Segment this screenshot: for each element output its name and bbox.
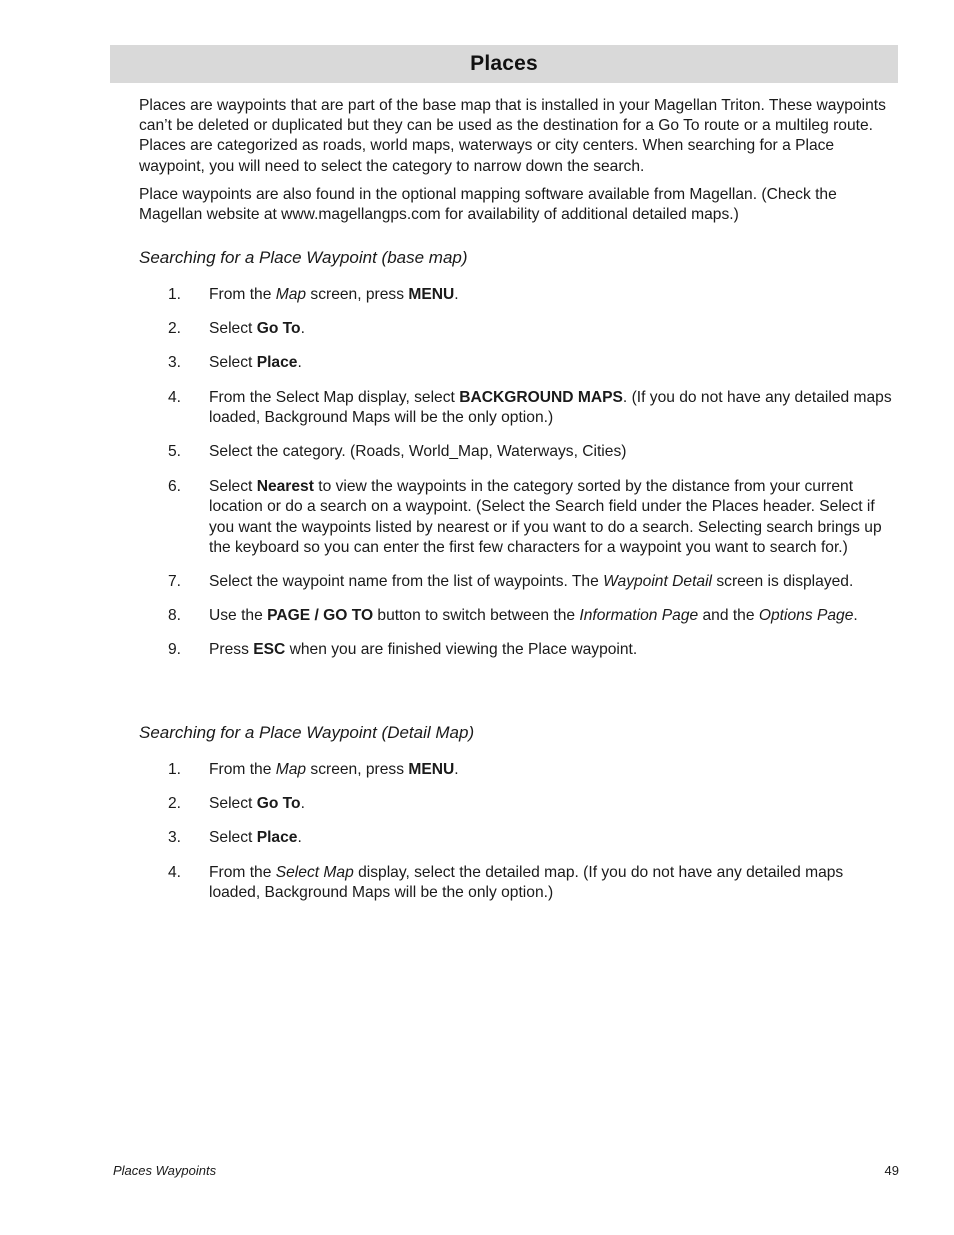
list-item (139, 319, 895, 339)
step-number: 3. (168, 354, 182, 372)
step-text: Press (209, 641, 254, 659)
list-item (139, 353, 895, 373)
step-text: . (300, 795, 305, 813)
step-text: Select (209, 478, 257, 496)
list-item (139, 572, 895, 592)
step-text: . (853, 607, 858, 625)
bold-term: Nearest (256, 478, 314, 496)
step-text: screen is displayed. (712, 573, 854, 591)
step-number: 1. (168, 286, 182, 303)
step-text: . (If you do not have any detailed maps loaded, Background Maps will be the only option.) (209, 388, 892, 426)
step-text: . (297, 829, 302, 847)
italic-term: Map (275, 761, 307, 778)
step-number: 5. (168, 443, 182, 461)
step-number: 4. (168, 388, 182, 406)
intro-paragraph: Places are waypoints that are part of the base map that is installed in your Magellan Triton. These waypoints can’t be deleted or duplicated but they can be used as the destination for a Go To route or a multileg route. Places are categorized as roads, world maps, waterways or city centers. When searching for a Place waypoint, you will need to select the category to narrow down the search. (139, 97, 886, 175)
list-item (139, 760, 895, 780)
step-text: and the (698, 607, 759, 625)
title-bar (110, 45, 898, 83)
list-item (139, 828, 895, 848)
list-item (139, 863, 895, 903)
step-list (139, 760, 895, 903)
page-number: 49 (884, 1163, 899, 1178)
step-text: to view the waypoints in the category sorted by the distance from your current location or do a search on a waypoint. (Select the Search field under the Places header. Select if you want the waypoints listed by nearest or if you want to do a search. Selecting search brings up the keyboard so you can enter the first few characters for a waypoint you want to search for.) (209, 478, 882, 556)
bold-term: BACKGROUND MAPS (459, 388, 623, 406)
bold-term: MENU (408, 761, 455, 778)
page-title: Places (470, 52, 538, 75)
step-text: Use the (209, 607, 268, 625)
step-text: Select (209, 354, 257, 372)
step-number: 1. (168, 761, 182, 778)
list-item (139, 388, 895, 428)
step-text: when you are finished viewing the Place waypoint. (285, 641, 638, 659)
footer-section-name: Places Waypoints (113, 1163, 217, 1178)
list-item (139, 442, 895, 462)
italic-term: Options Page (758, 607, 854, 625)
bold-term: MENU (408, 286, 455, 303)
step-text: From the (209, 286, 276, 303)
step-number: 9. (168, 641, 182, 659)
intro-paragraph: Place waypoints are also found in the optional mapping software available from Magellan. (Check the Magellan website at www.magellangps.com for availability of additional detailed maps.) (139, 185, 837, 224)
step-number: 2. (168, 320, 182, 338)
list-item (139, 285, 895, 305)
bold-term: Go To (256, 320, 301, 338)
step-text: button to switch between the (373, 607, 580, 625)
italic-term: Map (275, 286, 307, 303)
step-list (139, 285, 895, 661)
list-item (139, 606, 895, 626)
step-text: . (297, 354, 302, 372)
step-text: screen, press (306, 286, 409, 303)
bold-term: PAGE / GO TO (267, 607, 374, 625)
italic-term: Waypoint Detail (603, 573, 713, 591)
list-item (139, 477, 895, 558)
italic-term: Information Page (579, 607, 699, 625)
section-heading: Searching for a Place Waypoint (Detail Map) (139, 723, 475, 742)
step-text: Select (209, 829, 257, 847)
step-number: 3. (168, 829, 182, 847)
list-item (139, 794, 895, 814)
page-content (139, 96, 895, 901)
step-number: 4. (168, 863, 182, 881)
step-text: From the (209, 863, 276, 881)
bold-term: Place (256, 829, 298, 847)
step-text: Select (209, 795, 257, 813)
list-item (139, 640, 895, 660)
step-text: From the Select Map display, select (209, 388, 460, 406)
step-text: . (454, 286, 459, 303)
step-text: . (454, 761, 459, 778)
step-number: 6. (168, 478, 182, 496)
step-text: display, select the detailed map. (If you do not have any detailed maps loaded, Background Maps will be the only option.) (209, 863, 844, 901)
step-number: 8. (168, 607, 182, 625)
step-text: Select (209, 320, 257, 338)
italic-term: Select Map (275, 863, 354, 881)
step-text: . (300, 320, 305, 338)
step-text: From the (209, 761, 276, 778)
step-number: 2. (168, 795, 182, 813)
bold-term: ESC (253, 641, 286, 659)
bold-term: Go To (256, 795, 301, 813)
bold-term: Place (256, 354, 298, 372)
step-text: Select the category. (Roads, World_Map, Waterways, Cities) (209, 443, 627, 461)
section-heading: Searching for a Place Waypoint (base map) (139, 248, 468, 267)
step-text: Select the waypoint name from the list of waypoints. The (209, 573, 604, 591)
step-text: screen, press (306, 761, 409, 778)
step-number: 7. (168, 573, 182, 591)
